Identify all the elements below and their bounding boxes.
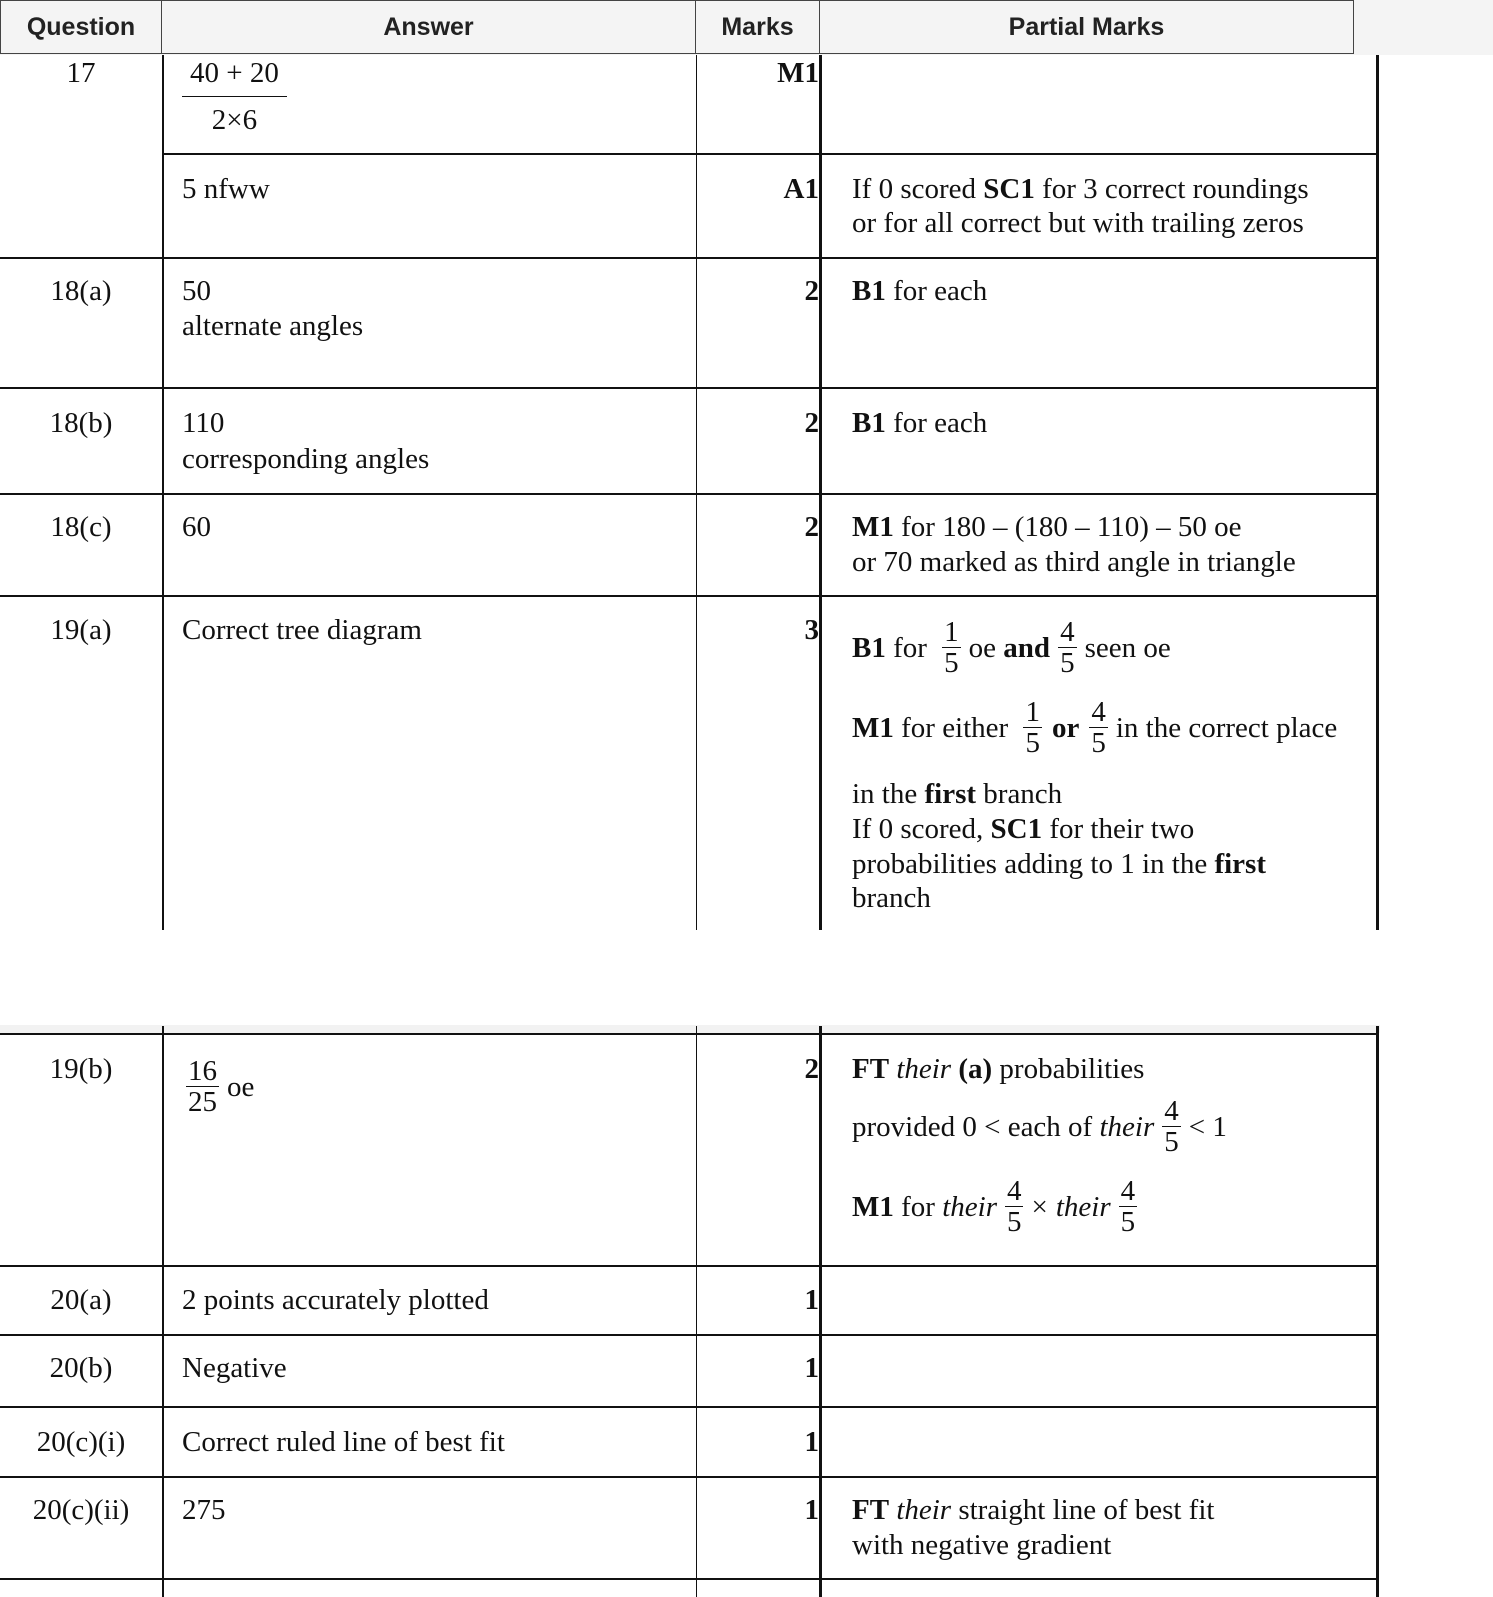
header-answer: Answer [161,0,696,54]
row-divider [0,1476,1379,1478]
mark-value: 1 [804,1494,819,1526]
partial-marks-text: FT their straight line of best fit [852,1494,1215,1526]
partial-marks-text: or 70 marked as third angle in triangle [852,546,1296,578]
question-number: 19(a) [50,614,112,646]
answer-text: Correct tree diagram [182,614,422,646]
partial-marks-line-clip [852,697,1376,775]
mark-value: 2 [804,275,819,307]
row-divider [0,493,1379,495]
column-divider [162,1026,164,1597]
row-divider [0,595,1379,597]
answer-text: 5 nfww [182,173,270,205]
answer-text: corresponding angles [182,443,430,475]
answer-text: 60 [182,511,211,543]
table-right-border [1376,1026,1379,1597]
question-number: 20(a) [50,1284,112,1316]
row-divider [163,153,1379,155]
question-number: 18(a) [50,275,112,307]
answer-text: Correct ruled line of best fit [182,1426,505,1458]
partial-marks-text: in the first branch [852,778,1063,810]
question-number: 20(c)(i) [36,1426,126,1458]
fraction-numerator: 40 + 20 [182,56,287,97]
partial-marks-text: with negative gradient [852,1529,1112,1561]
question-number: 18(c) [50,511,112,543]
partial-marks-text: probabilities adding to 1 in the first [852,848,1266,880]
row-divider [0,1578,1379,1580]
answer-fraction [182,56,287,137]
answer-text: 2 points accurately plotted [182,1284,489,1316]
header-marks: Marks [695,0,820,54]
question-number: 20(c)(ii) [32,1494,130,1526]
page-break-band [0,1025,1380,1033]
row-divider [0,257,1379,259]
partial-marks-text: B1 for $\frac{1}{5}$ oe and $\frac{4}{5}$ seen oe [852,616,1171,679]
row-divider [0,387,1379,389]
partial-marks-text: B1 for each [852,275,988,307]
header-partial-marks: Partial Marks [819,0,1354,54]
partial-marks-text: or for all correct but with trailing zeros [852,207,1304,239]
row-divider [0,1406,1379,1408]
answer-text: 110 [182,407,225,439]
partial-marks-text: M1 for their $\frac{4}{5}$ × their $\frac{4}{5}$ [852,1175,1136,1238]
answer-text: Negative [182,1352,287,1384]
partial-marks-text: M1 for either $\frac{1}{5}$ or $\frac{4}{5}$ in the correct place [852,697,1338,759]
mark-value: 2 [804,407,819,439]
partial-marks-text: FT their (a) probabilities [852,1053,1145,1085]
fraction-denominator: 2×6 [211,104,258,136]
partial-marks-text: provided 0 < each of their $\frac{4}{5}$ < 1 [852,1095,1227,1158]
header-question: Question [0,0,162,54]
table-top-border [0,1033,1379,1035]
column-divider [819,1026,822,1597]
question-number: 18(b) [49,407,113,439]
mark-value: 3 [804,614,819,646]
partial-marks-text: If 0 scored, SC1 for their two [852,813,1195,845]
mark-value: 1 [804,1284,819,1316]
answer-text: alternate angles [182,310,364,342]
answer-text: 50 [182,275,211,307]
page-gap [0,930,1493,1025]
question-number: 19(b) [49,1053,113,1085]
partial-marks-text: branch [852,882,931,914]
partial-marks-text: B1 for each [852,407,988,439]
mark-value: 2 [804,1053,819,1085]
mark-value: M1 [777,57,819,89]
row-divider [0,1265,1379,1267]
mark-value: 2 [804,511,819,543]
mark-value: 1 [804,1352,819,1384]
mark-value: A1 [783,173,819,205]
partial-marks-text: If 0 scored SC1 for 3 correct roundings [852,173,1309,205]
table-header [0,0,1493,55]
question-number: 17 [66,57,96,89]
answer-text: $\frac{16}{25}$ oe [188,1055,255,1118]
row-divider [0,1334,1379,1336]
partial-marks-text: M1 for 180 – (180 – 110) – 50 oe [852,511,1242,543]
mark-value: 1 [804,1426,819,1458]
answer-text: 275 [182,1494,226,1526]
question-number: 20(b) [49,1352,113,1384]
